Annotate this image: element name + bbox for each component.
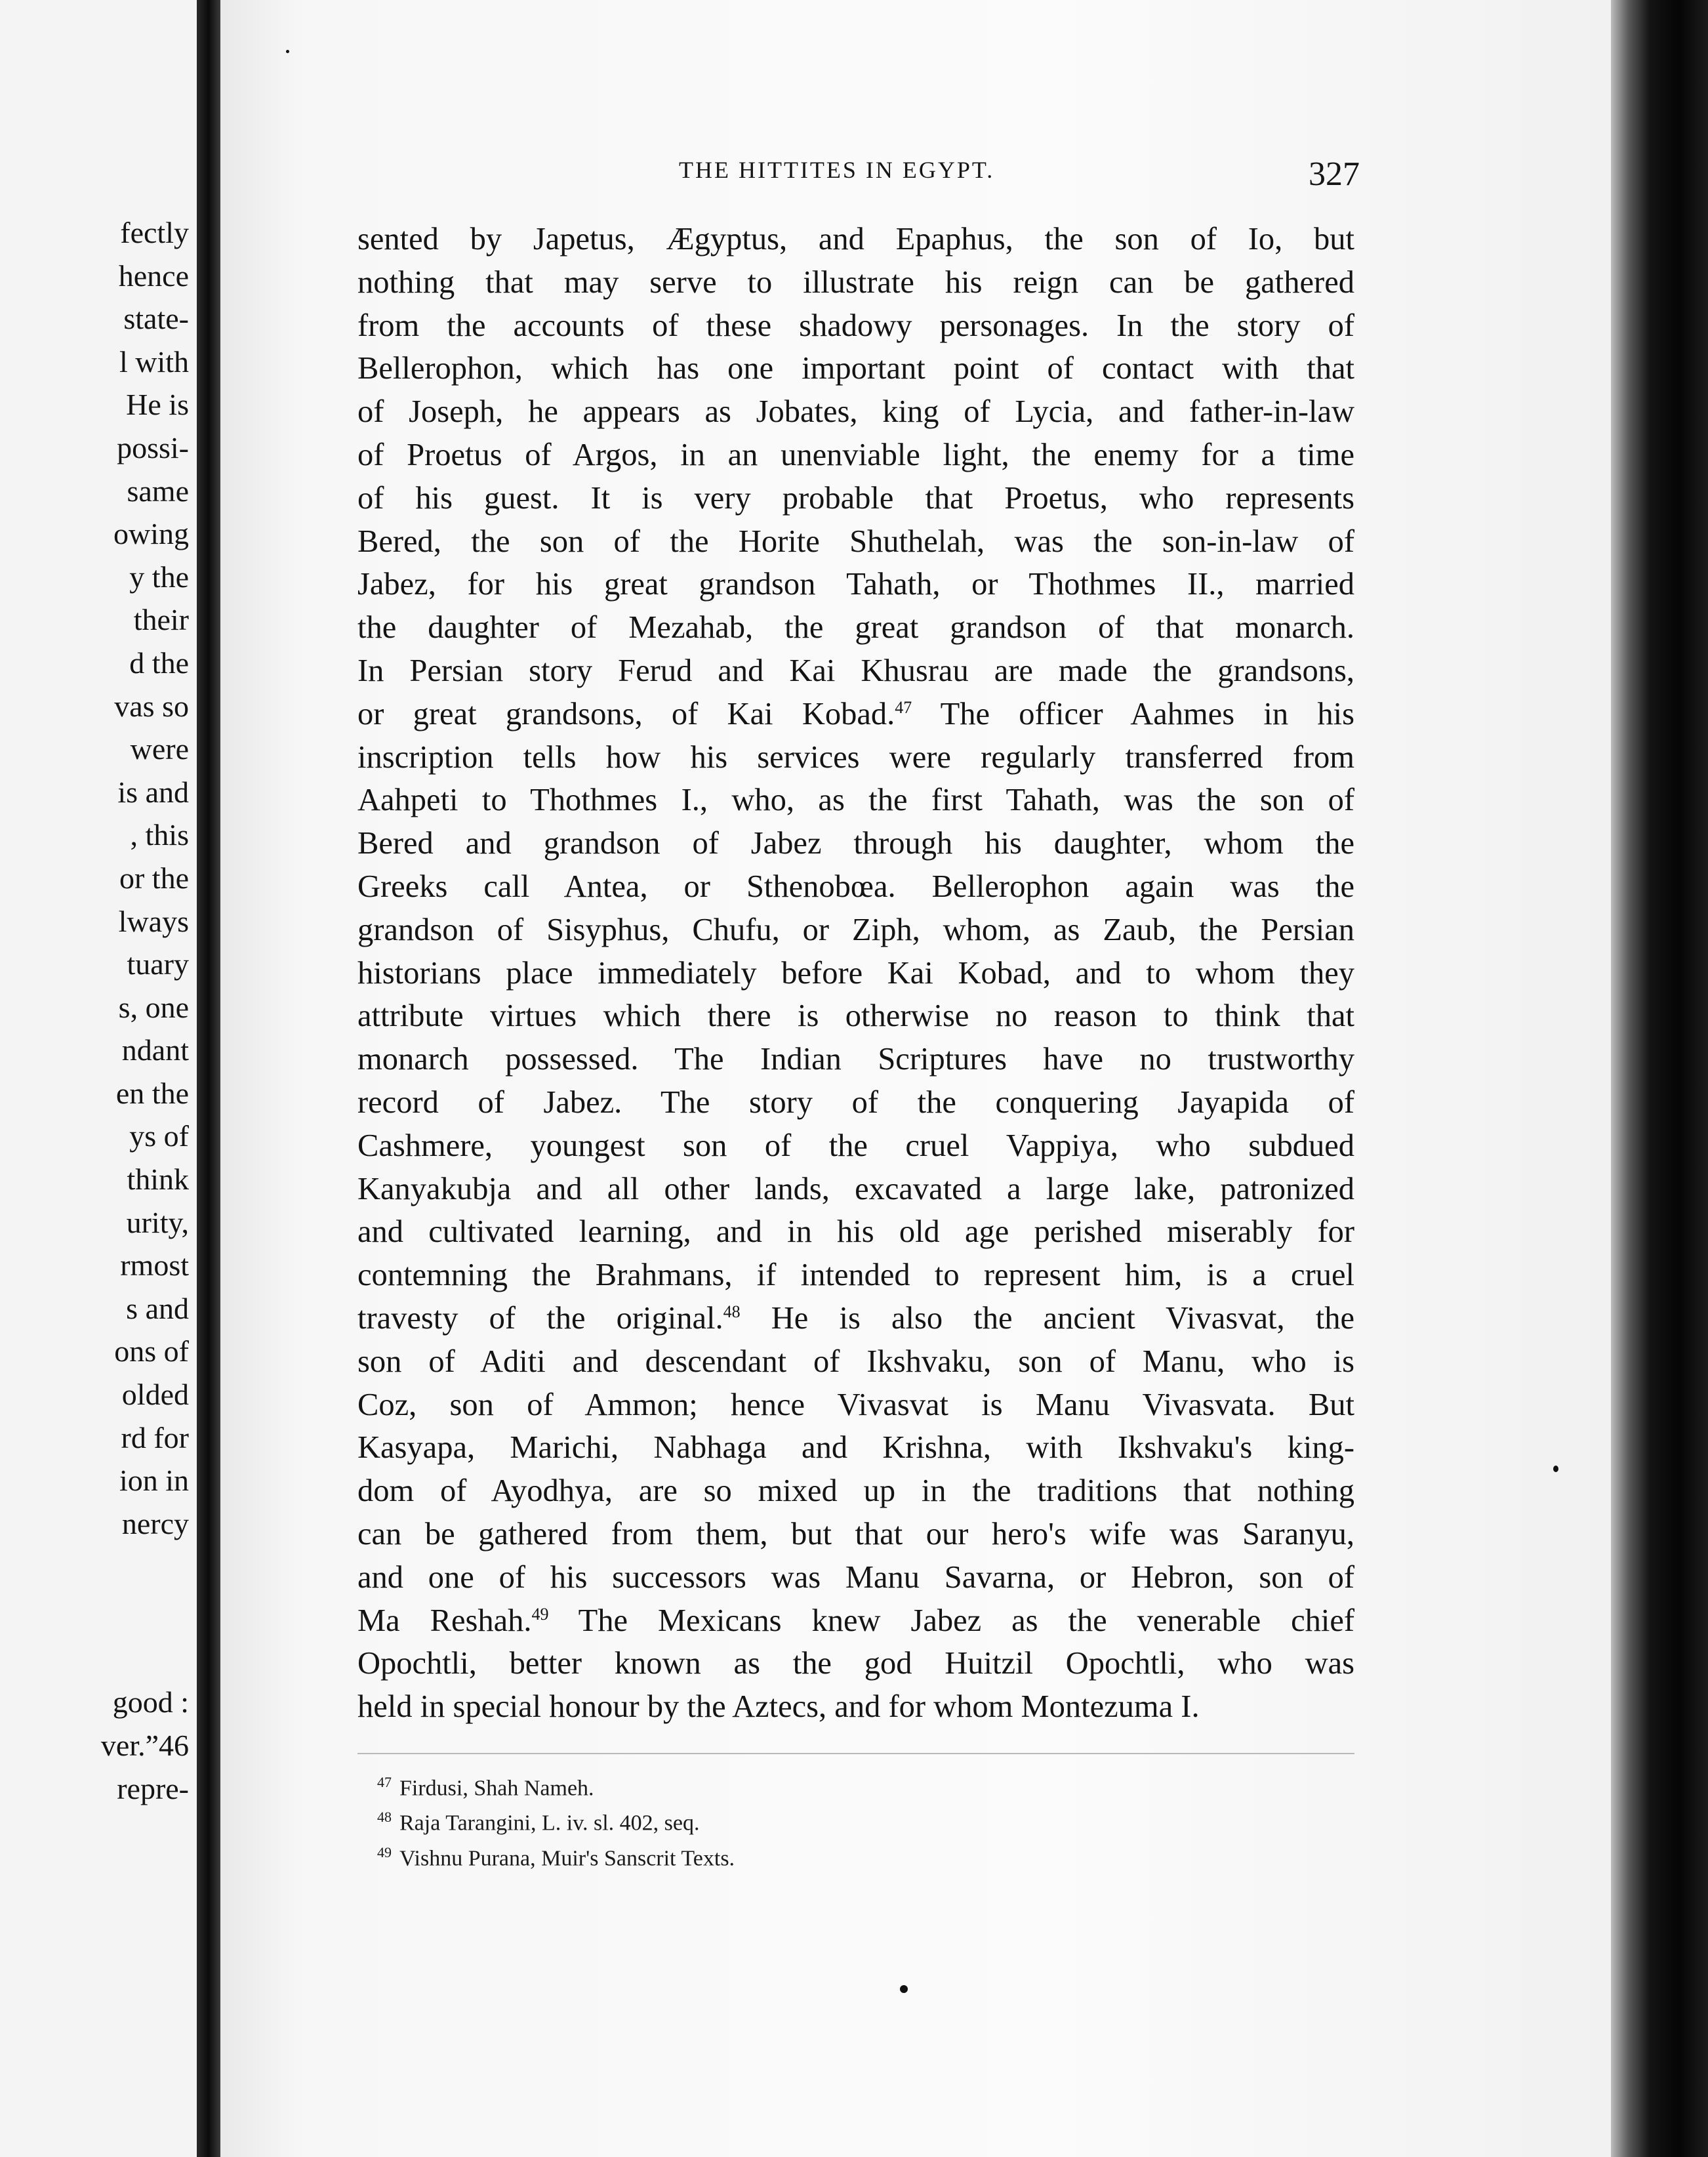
body-line-text: travesty of the original. — [357, 1300, 723, 1336]
body-line — [357, 1038, 1354, 1081]
left-page-line: He is — [126, 388, 189, 422]
footnote — [377, 1838, 735, 1873]
body-line — [357, 649, 1354, 693]
body-line — [357, 736, 1354, 779]
body-line-text: Jabez, for his great grandson Tahath, or Thothmes II., married — [357, 567, 1354, 602]
footnote-ref: 47 — [895, 697, 912, 717]
left-page-line: think — [127, 1162, 189, 1197]
body-line — [357, 909, 1354, 952]
footnote-text: Raja Tarangini, L. iv. sl. 402, seq. — [399, 1811, 700, 1836]
body-line-text: attribute virtues which there is otherwise no reason to think that — [357, 998, 1354, 1034]
body-line-text: historians place immediately before Kai Kobad, and to whom they — [357, 955, 1354, 991]
body-line-text: grandson of Sisyphus, Chufu, or Ziph, whom, as Zaub, the Persian — [357, 912, 1354, 947]
footnote-text: Vishnu Purana, Muir's Sanscrit Texts. — [399, 1845, 735, 1870]
body-line-text: monarch possessed. The Indian Scriptures have no trustworthy — [357, 1042, 1354, 1077]
body-line — [357, 304, 1354, 348]
left-page-line: y the — [129, 560, 189, 594]
body-line — [357, 606, 1354, 649]
left-page-line: nercy — [121, 1506, 189, 1540]
footnote — [377, 1768, 735, 1803]
body-line-text: can be gathered from them, but that our hero's wife was Saranyu, — [357, 1516, 1354, 1551]
footnote-number: 48 — [377, 1809, 392, 1826]
body-line — [357, 1469, 1354, 1513]
body-line-text: inscription tells how his services were regularly transferred from — [357, 739, 1354, 775]
page-number: 327 — [1309, 155, 1360, 193]
body-line — [357, 1081, 1354, 1124]
body-line — [357, 434, 1354, 477]
left-page-line: or the — [119, 861, 189, 895]
footnotes — [377, 1768, 735, 1873]
left-page-line: s, one — [118, 990, 189, 1024]
body-line — [357, 1210, 1354, 1254]
left-page-line: state- — [123, 302, 189, 336]
footnote-number: 47 — [377, 1774, 392, 1790]
running-header: THE HITTITES IN EGYPT. — [679, 157, 995, 183]
body-line-text: from the accounts of these shadowy personages. In the story of — [357, 308, 1354, 343]
left-page-line: hence — [118, 258, 189, 293]
left-page-line: good : — [112, 1685, 189, 1719]
body-line-text: of Proetus of Argos, in an unenviable light, the enemy for a time — [357, 437, 1354, 472]
body-line — [357, 1254, 1354, 1297]
left-page-line: repre- — [117, 1772, 189, 1805]
body-line-text: Bellerophon, which has one important point of contact with that — [357, 351, 1354, 386]
body-line — [357, 1340, 1354, 1384]
left-page-line: same — [127, 474, 189, 508]
body-line-text: Ma Reshah. — [357, 1603, 532, 1638]
left-page-line: ys of — [129, 1119, 189, 1153]
footnote-ref: 48 — [723, 1302, 741, 1321]
left-page-line: en the — [115, 1076, 189, 1110]
body-line-text: Aahpeti to Thothmes I., who, as the first Tahath, was the son of — [357, 783, 1354, 818]
ink-dot — [1553, 1466, 1558, 1472]
body-line-text: In Persian story Ferud and Kai Khusrau are made the grandsons, — [357, 653, 1354, 688]
left-facing-page — [0, 0, 197, 2157]
body-line-text: dom of Ayodhya, are so mixed up in the traditions that nothing — [357, 1473, 1354, 1509]
left-page-line: , this — [130, 818, 189, 852]
body-line — [357, 520, 1354, 564]
left-page-line: ons of — [114, 1334, 189, 1368]
body-line-text: Coz, son of Ammon; hence Vivasvat is Manu Vivasvata. But — [357, 1387, 1354, 1422]
body-line-text: Bered, the son of the Horite Shuthelah, was the son-in-law of — [357, 524, 1354, 559]
ink-dot — [900, 1985, 908, 1993]
body-line-text: The officer Aahmes in his — [912, 696, 1354, 731]
body-line — [357, 1642, 1354, 1685]
body-line-text: contemning the Brahmans, if intended to represent him, is a cruel — [357, 1258, 1354, 1293]
body-line — [357, 1685, 1354, 1729]
left-page-line: is and — [117, 775, 189, 809]
body-line — [357, 347, 1354, 390]
body-line — [357, 1599, 1354, 1643]
body-line — [357, 1513, 1354, 1556]
body-line — [357, 865, 1354, 909]
dust-speck — [286, 50, 289, 53]
body-line — [357, 1426, 1354, 1469]
body-line-text: Greeks call Antea, or Sthenobœa. Bellerophon again was the — [357, 869, 1354, 904]
footnote-number: 49 — [377, 1843, 392, 1860]
body-line-text: Cashmere, youngest son of the cruel Vappiya, who subdued — [357, 1128, 1354, 1163]
body-line-text: The Mexicans knew Jabez as the venerable chief — [548, 1603, 1354, 1638]
body-line-text: held in special honour by the Aztecs, and for whom Montezuma I. — [357, 1689, 1200, 1725]
left-page-line: ion in — [119, 1464, 189, 1498]
body-line — [357, 477, 1354, 520]
left-page-line: vas so — [114, 689, 189, 723]
body-line-text: nothing that may serve to illustrate his reign can be gathered — [357, 264, 1354, 300]
body-line — [357, 822, 1354, 865]
body-line — [357, 261, 1354, 304]
body-line-text: record of Jabez. The story of the conquering Jayapida of — [357, 1084, 1354, 1120]
body-line-text: and cultivated learning, and in his old age perished miserably for — [357, 1214, 1354, 1250]
body-line — [357, 563, 1354, 606]
body-line-text: Kasyapa, Marichi, Nabhaga and Krishna, with Ikshvaku's king- — [357, 1430, 1354, 1466]
body-line-text: Kanyakubja and all other lands, excavated a large lake, patronized — [357, 1171, 1354, 1206]
body-line-text: He is also the ancient Vivasvat, the — [740, 1300, 1354, 1336]
footnote-ref: 49 — [531, 1604, 549, 1624]
body-line — [357, 218, 1354, 261]
body-line — [357, 779, 1354, 822]
body-line-text: the daughter of Mezahab, the great grandson of that monarch. — [357, 610, 1354, 646]
left-page-line: owing — [113, 517, 189, 551]
left-page-bottom-fragments — [101, 1681, 189, 1811]
left-page-line: d the — [129, 646, 189, 680]
body-line — [357, 1556, 1354, 1599]
body-line-text: Bered and grandson of Jabez through his daughter, whom the — [357, 826, 1354, 861]
left-page-line: rd for — [121, 1420, 189, 1454]
body-line — [357, 1384, 1354, 1427]
body-line-text: of his guest. It is very probable that Proetus, who represents — [357, 480, 1354, 516]
left-page-line: rmost — [120, 1248, 189, 1283]
page-edge-shadow — [1611, 0, 1708, 2157]
body-line — [357, 1297, 1354, 1340]
left-page-line: lways — [118, 904, 189, 938]
body-line — [357, 1124, 1354, 1168]
body-line — [357, 1168, 1354, 1211]
left-page-line: fectly — [120, 216, 189, 249]
body-line-text: or great grandsons, of Kai Kobad. — [357, 696, 895, 731]
body-line — [357, 952, 1354, 995]
left-page-line: their — [133, 603, 189, 637]
body-line — [357, 390, 1354, 434]
body-line-text: and one of his successors was Manu Savarna, or Hebron, son of — [357, 1559, 1354, 1595]
body-line-text: of Joseph, he appears as Jobates, king of Lycia, and father-in-law — [357, 394, 1354, 430]
footnote — [377, 1803, 735, 1838]
left-page-line: were — [130, 732, 189, 766]
footnote-divider — [357, 1753, 1354, 1754]
body-line — [357, 995, 1354, 1038]
left-page-line: l with — [119, 344, 189, 379]
left-page-line: tuary — [127, 947, 189, 981]
body-line — [357, 693, 1354, 736]
left-page-line: olded — [121, 1378, 189, 1412]
body-line-text: son of Aditi and descendant of Ikshvaku, son of Manu, who is — [357, 1344, 1354, 1379]
body-line-text: Opochtli, better known as the god Huitzil Opochtli, who was — [357, 1646, 1354, 1681]
left-page-line: ver.”46 — [100, 1729, 189, 1762]
left-page-line: urity, — [126, 1205, 189, 1239]
book-gutter — [197, 0, 220, 2157]
left-page-line: possi- — [117, 430, 189, 464]
left-page-line-fragments — [113, 211, 189, 1545]
footnote-text: Firdusi, Shah Nameh. — [399, 1776, 594, 1801]
left-page-line: ndant — [121, 1033, 189, 1067]
body-text — [357, 218, 1354, 1729]
left-page-line: s and — [126, 1291, 189, 1325]
body-line-text: sented by Japetus, Ægyptus, and Epaphus, the son of Io, but — [357, 222, 1354, 257]
